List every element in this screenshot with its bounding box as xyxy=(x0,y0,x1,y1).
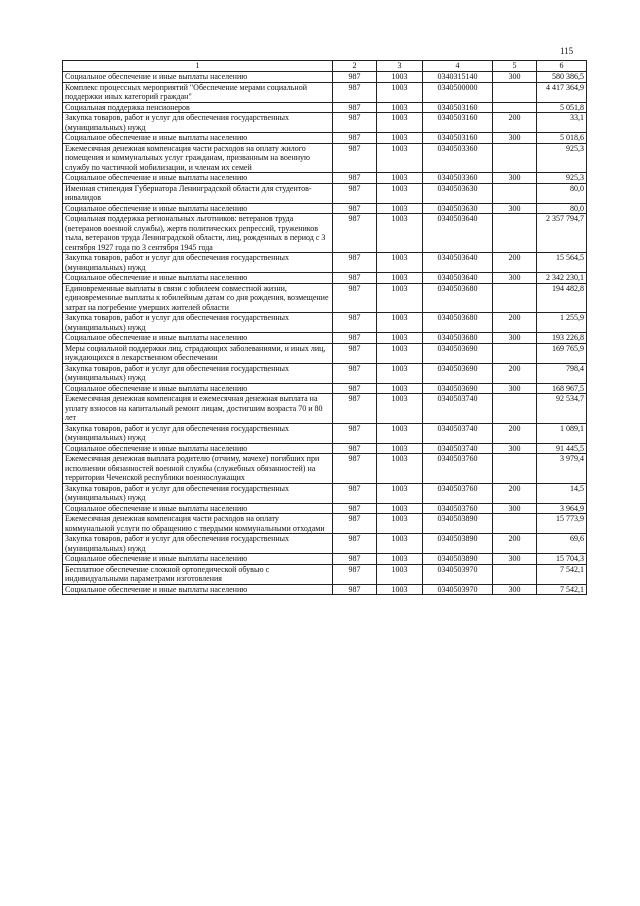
cell-section: 1003 xyxy=(377,394,423,424)
cell-target: 0340503680 xyxy=(423,283,493,313)
table-row xyxy=(63,514,587,534)
cell-ved: 987 xyxy=(333,454,377,484)
cell-name: Ежемесячная денежная компенсация части расходов на оплату жилого помещения и коммунальных услуг гражданам, призванным на военную службу по частичной мобилизации, и членам их семей xyxy=(63,143,333,173)
table-row xyxy=(63,554,587,565)
cell-target: 0340503690 xyxy=(423,343,493,363)
cell-name: Ежемесячная денежная компенсация части расходов на оплату коммунальной услуги по обращению с твердыми коммунальными отходами xyxy=(63,514,333,534)
cell-ved: 987 xyxy=(333,343,377,363)
budget-table xyxy=(62,60,587,595)
cell-expense xyxy=(493,143,537,173)
cell-name: Комплекс процессных мероприятий "Обеспечение мерами социальной поддержки иных категорий граждан" xyxy=(63,82,333,102)
table-row xyxy=(63,313,587,333)
cell-ved: 987 xyxy=(333,443,377,454)
cell-target: 0340500000 xyxy=(423,82,493,102)
cell-amount: 1 089,1 xyxy=(537,423,587,443)
cell-section: 1003 xyxy=(377,313,423,333)
header-cell-ved: 2 xyxy=(333,61,377,72)
cell-section: 1003 xyxy=(377,363,423,383)
cell-ved: 987 xyxy=(333,102,377,113)
header-row xyxy=(63,61,587,72)
cell-target: 0340503890 xyxy=(423,534,493,554)
cell-expense: 300 xyxy=(493,554,537,565)
cell-expense: 200 xyxy=(493,483,537,503)
cell-ved: 987 xyxy=(333,143,377,173)
cell-amount: 7 542,1 xyxy=(537,564,587,584)
cell-amount: 193 226,8 xyxy=(537,333,587,344)
cell-amount: 168 967,5 xyxy=(537,383,587,394)
cell-target: 0340503890 xyxy=(423,514,493,534)
cell-expense xyxy=(493,82,537,102)
cell-target: 0340503760 xyxy=(423,454,493,484)
cell-target: 0340503360 xyxy=(423,173,493,184)
cell-expense xyxy=(493,183,537,203)
cell-section: 1003 xyxy=(377,82,423,102)
cell-ved: 987 xyxy=(333,584,377,595)
cell-expense xyxy=(493,214,537,253)
cell-expense xyxy=(493,394,537,424)
cell-ved: 987 xyxy=(333,394,377,424)
cell-amount: 15 704,3 xyxy=(537,554,587,565)
cell-name: Социальная поддержка пенсионеров xyxy=(63,102,333,113)
cell-target: 0340503690 xyxy=(423,383,493,394)
cell-target: 0340503680 xyxy=(423,313,493,333)
cell-section: 1003 xyxy=(377,454,423,484)
cell-name: Закупка товаров, работ и услуг для обеспечения государственных (муниципальных) нужд xyxy=(63,423,333,443)
table-row xyxy=(63,333,587,344)
cell-target: 0340503160 xyxy=(423,113,493,133)
cell-ved: 987 xyxy=(333,313,377,333)
cell-amount: 15 564,5 xyxy=(537,253,587,273)
cell-ved: 987 xyxy=(333,554,377,565)
header-cell-name: 1 xyxy=(63,61,333,72)
cell-expense: 300 xyxy=(493,133,537,144)
cell-expense xyxy=(493,102,537,113)
cell-amount: 3 979,4 xyxy=(537,454,587,484)
cell-amount: 4 417 364,9 xyxy=(537,82,587,102)
cell-name: Социальное обеспечение и иные выплаты населению xyxy=(63,203,333,214)
table-row xyxy=(63,133,587,144)
cell-amount: 33,1 xyxy=(537,113,587,133)
cell-section: 1003 xyxy=(377,133,423,144)
cell-ved: 987 xyxy=(333,214,377,253)
cell-section: 1003 xyxy=(377,183,423,203)
cell-name: Социальное обеспечение и иные выплаты населению xyxy=(63,503,333,514)
cell-amount: 91 445,5 xyxy=(537,443,587,454)
table-row xyxy=(63,82,587,102)
table-row xyxy=(63,273,587,284)
cell-ved: 987 xyxy=(333,514,377,534)
cell-ved: 987 xyxy=(333,483,377,503)
cell-amount: 2 357 794,7 xyxy=(537,214,587,253)
cell-expense: 200 xyxy=(493,363,537,383)
table-body xyxy=(63,72,587,595)
cell-expense: 300 xyxy=(493,383,537,394)
cell-name: Закупка товаров, работ и услуг для обеспечения государственных (муниципальных) нужд xyxy=(63,534,333,554)
table-row xyxy=(63,214,587,253)
table-row xyxy=(63,283,587,313)
cell-target: 0340503640 xyxy=(423,273,493,284)
cell-name: Закупка товаров, работ и услуг для обеспечения государственных (муниципальных) нужд xyxy=(63,483,333,503)
table-row xyxy=(63,143,587,173)
cell-section: 1003 xyxy=(377,214,423,253)
cell-amount: 80,0 xyxy=(537,183,587,203)
cell-expense xyxy=(493,454,537,484)
cell-ved: 987 xyxy=(333,113,377,133)
cell-section: 1003 xyxy=(377,72,423,83)
cell-name: Закупка товаров, работ и услуг для обеспечения государственных (муниципальных) нужд xyxy=(63,363,333,383)
cell-ved: 987 xyxy=(333,363,377,383)
table-row xyxy=(63,394,587,424)
header-cell-amount: 6 xyxy=(537,61,587,72)
cell-section: 1003 xyxy=(377,584,423,595)
cell-name: Закупка товаров, работ и услуг для обеспечения государственных (муниципальных) нужд xyxy=(63,253,333,273)
header-cell-target: 4 xyxy=(423,61,493,72)
cell-section: 1003 xyxy=(377,333,423,344)
cell-amount: 194 482,8 xyxy=(537,283,587,313)
cell-name: Социальное обеспечение и иные выплаты населению xyxy=(63,173,333,184)
cell-section: 1003 xyxy=(377,383,423,394)
cell-target: 0340503970 xyxy=(423,564,493,584)
cell-target: 0340503740 xyxy=(423,394,493,424)
cell-expense xyxy=(493,514,537,534)
cell-section: 1003 xyxy=(377,113,423,133)
cell-name: Социальное обеспечение и иные выплаты населению xyxy=(63,333,333,344)
cell-name: Социальное обеспечение и иные выплаты населению xyxy=(63,273,333,284)
cell-expense: 300 xyxy=(493,443,537,454)
table-row xyxy=(63,102,587,113)
cell-expense: 300 xyxy=(493,72,537,83)
table-row xyxy=(63,72,587,83)
table-row xyxy=(63,443,587,454)
cell-name: Бесплатное обеспечение сложной ортопедической обувью с индивидуальными параметрами изготовления xyxy=(63,564,333,584)
cell-ved: 987 xyxy=(333,183,377,203)
cell-name: Закупка товаров, работ и услуг для обеспечения государственных (муниципальных) нужд xyxy=(63,313,333,333)
table-row xyxy=(63,203,587,214)
cell-ved: 987 xyxy=(333,273,377,284)
cell-target: 0340503740 xyxy=(423,443,493,454)
cell-section: 1003 xyxy=(377,554,423,565)
cell-target: 0340503360 xyxy=(423,143,493,173)
table-row xyxy=(63,183,587,203)
cell-amount: 925,3 xyxy=(537,173,587,184)
table-row xyxy=(63,383,587,394)
cell-target: 0340503690 xyxy=(423,363,493,383)
cell-amount: 14,5 xyxy=(537,483,587,503)
cell-expense: 300 xyxy=(493,333,537,344)
cell-amount: 925,3 xyxy=(537,143,587,173)
cell-section: 1003 xyxy=(377,102,423,113)
cell-target: 0340503760 xyxy=(423,503,493,514)
cell-ved: 987 xyxy=(333,423,377,443)
cell-target: 0340503970 xyxy=(423,584,493,595)
cell-name: Ежемесячная денежная выплата родителю (отчиму, мачехе) погибших при исполнении обязанностей военной службы (служебных обязанностей) на территории Чеченской республики военнослужащих xyxy=(63,454,333,484)
cell-target: 0340503680 xyxy=(423,333,493,344)
cell-section: 1003 xyxy=(377,143,423,173)
cell-expense: 200 xyxy=(493,313,537,333)
cell-amount: 3 964,9 xyxy=(537,503,587,514)
page-number: 115 xyxy=(560,46,574,56)
cell-name: Социальное обеспечение и иные выплаты населению xyxy=(63,383,333,394)
cell-name: Именная стипендия Губернатора Ленинградской области для студентов-инвалидов xyxy=(63,183,333,203)
table-row xyxy=(63,454,587,484)
table-row xyxy=(63,503,587,514)
header-cell-section: 3 xyxy=(377,61,423,72)
cell-amount: 2 342 230,1 xyxy=(537,273,587,284)
cell-section: 1003 xyxy=(377,483,423,503)
cell-target: 0340503630 xyxy=(423,203,493,214)
cell-section: 1003 xyxy=(377,343,423,363)
cell-ved: 987 xyxy=(333,383,377,394)
cell-ved: 987 xyxy=(333,72,377,83)
cell-amount: 5 018,6 xyxy=(537,133,587,144)
cell-amount: 798,4 xyxy=(537,363,587,383)
cell-name: Единовременные выплаты в связи с юбилеем совместной жизни, единовременные выплаты к юбилейным датам со дня рождения, возмещение затрат на погребение умерших жителей области xyxy=(63,283,333,313)
cell-name: Ежемесячная денежная компенсация и ежемесячная денежная выплата на уплату взносов на капитальный ремонт лицам, достигшим возраста 70 и 80 лет xyxy=(63,394,333,424)
cell-target: 0340503640 xyxy=(423,253,493,273)
cell-expense: 300 xyxy=(493,173,537,184)
table-row xyxy=(63,423,587,443)
cell-name: Меры социальной поддержки лиц, страдающих заболеваниями, и иных лиц, нуждающихся в лекарственном обеспечении xyxy=(63,343,333,363)
cell-target: 0340503160 xyxy=(423,102,493,113)
cell-section: 1003 xyxy=(377,253,423,273)
cell-amount: 15 773,9 xyxy=(537,514,587,534)
cell-expense: 300 xyxy=(493,503,537,514)
cell-target: 0340503640 xyxy=(423,214,493,253)
cell-section: 1003 xyxy=(377,514,423,534)
cell-expense: 200 xyxy=(493,113,537,133)
cell-ved: 987 xyxy=(333,503,377,514)
cell-name: Социальное обеспечение и иные выплаты населению xyxy=(63,554,333,565)
table-row xyxy=(63,483,587,503)
cell-ved: 987 xyxy=(333,133,377,144)
cell-expense xyxy=(493,283,537,313)
table-row xyxy=(63,253,587,273)
cell-name: Социальное обеспечение и иные выплаты населению xyxy=(63,72,333,83)
cell-section: 1003 xyxy=(377,203,423,214)
cell-amount: 1 255,9 xyxy=(537,313,587,333)
cell-section: 1003 xyxy=(377,503,423,514)
cell-ved: 987 xyxy=(333,534,377,554)
cell-expense: 300 xyxy=(493,203,537,214)
cell-section: 1003 xyxy=(377,283,423,313)
cell-section: 1003 xyxy=(377,273,423,284)
header-cell-expense: 5 xyxy=(493,61,537,72)
cell-expense: 300 xyxy=(493,584,537,595)
table-row xyxy=(63,363,587,383)
cell-target: 0340503740 xyxy=(423,423,493,443)
cell-name: Социальное обеспечение и иные выплаты населению xyxy=(63,443,333,454)
cell-ved: 987 xyxy=(333,203,377,214)
cell-section: 1003 xyxy=(377,423,423,443)
cell-name: Закупка товаров, работ и услуг для обеспечения государственных (муниципальных) нужд xyxy=(63,113,333,133)
cell-ved: 987 xyxy=(333,283,377,313)
cell-amount: 69,6 xyxy=(537,534,587,554)
table-row xyxy=(63,534,587,554)
cell-name: Социальное обеспечение и иные выплаты населению xyxy=(63,584,333,595)
cell-target: 0340315140 xyxy=(423,72,493,83)
cell-target: 0340503630 xyxy=(423,183,493,203)
cell-name: Социальное обеспечение и иные выплаты населению xyxy=(63,133,333,144)
table-row xyxy=(63,173,587,184)
cell-expense xyxy=(493,343,537,363)
cell-target: 0340503890 xyxy=(423,554,493,565)
cell-ved: 987 xyxy=(333,333,377,344)
cell-section: 1003 xyxy=(377,173,423,184)
table-row xyxy=(63,584,587,595)
cell-section: 1003 xyxy=(377,564,423,584)
table-row xyxy=(63,113,587,133)
cell-ved: 987 xyxy=(333,253,377,273)
cell-amount: 7 542,1 xyxy=(537,584,587,595)
cell-ved: 987 xyxy=(333,564,377,584)
cell-target: 0340503760 xyxy=(423,483,493,503)
cell-expense: 200 xyxy=(493,534,537,554)
cell-amount: 580 386,5 xyxy=(537,72,587,83)
cell-amount: 5 051,8 xyxy=(537,102,587,113)
cell-ved: 987 xyxy=(333,82,377,102)
cell-expense: 300 xyxy=(493,273,537,284)
cell-target: 0340503160 xyxy=(423,133,493,144)
cell-expense: 200 xyxy=(493,253,537,273)
cell-name: Социальная поддержка региональных льготников: ветеранов труда (ветеранов военной службы), жертв политических репрессий, тружеников тыла, ветеранов труда Ленинградской области, лиц, рожденных в период с 3 сентября 1927 года по 3 сентября 1945 года xyxy=(63,214,333,253)
cell-amount: 80,0 xyxy=(537,203,587,214)
cell-section: 1003 xyxy=(377,443,423,454)
cell-amount: 92 534,7 xyxy=(537,394,587,424)
table-row xyxy=(63,564,587,584)
cell-expense xyxy=(493,564,537,584)
table-row xyxy=(63,343,587,363)
cell-ved: 987 xyxy=(333,173,377,184)
cell-expense: 200 xyxy=(493,423,537,443)
cell-section: 1003 xyxy=(377,534,423,554)
cell-amount: 169 765,9 xyxy=(537,343,587,363)
